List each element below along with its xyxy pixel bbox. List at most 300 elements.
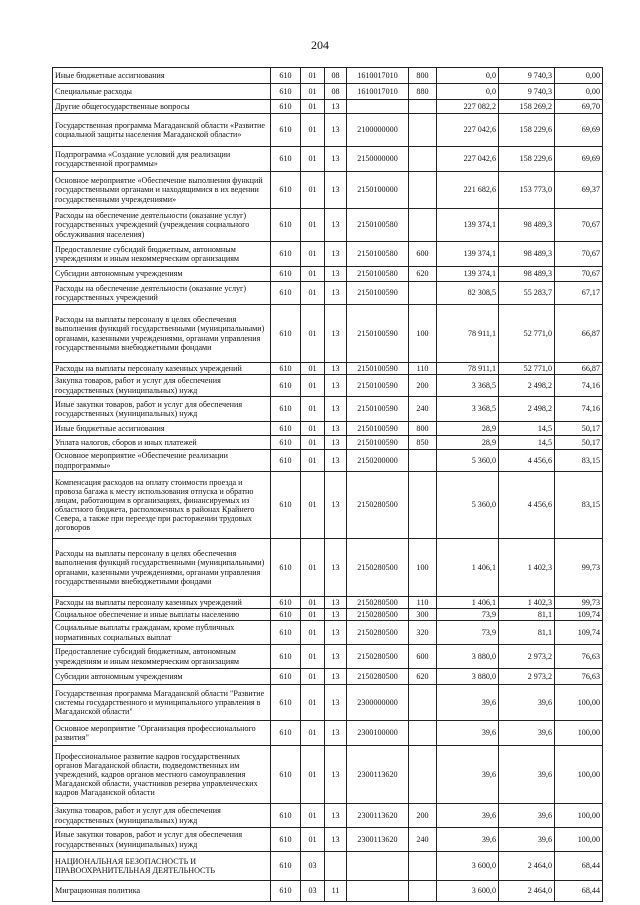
table-cell-exec: 9 740,3 [499,68,555,84]
table-cell-ved: 610 [271,114,301,147]
table-cell-pr [325,852,347,881]
table-cell-name: Социальные выплаты гражданам, кроме публичных нормативных социальных выплат [53,621,271,645]
table-cell-csr: 2150280500 [347,669,409,685]
table-row [53,100,603,114]
table-cell-pct: 68,44 [555,852,603,881]
table-cell-pct: 67,17 [555,282,603,305]
table-cell-plan: 28,9 [437,436,499,450]
table-cell-pct: 68,44 [555,881,603,902]
table-cell-plan: 227 042,6 [437,114,499,147]
table-cell-pr: 13 [325,100,347,114]
table-cell-csr: 2150280500 [347,645,409,669]
table-cell-exec: 39,6 [499,685,555,721]
table-cell-name: Основное мероприятие «Обеспечение реализации подпрограммы» [53,450,271,472]
table-cell-plan: 1 406,1 [437,597,499,609]
table-cell-name: Профессиональное развитие кадров государственных органов Магаданской области, подведомственных им учреждений, кадров органов местного самоуправления Магаданской области, участников резерва управленческих кадров Магаданской области [53,746,271,804]
table-cell-exec: 158 229,6 [499,147,555,172]
table-cell-pr: 13 [325,147,347,172]
table-cell-rz: 01 [301,721,325,746]
table-cell-ved: 610 [271,721,301,746]
table-cell-csr: 1610017010 [347,84,409,100]
table-cell-exec: 158 229,6 [499,114,555,147]
table-cell-pct: 76,63 [555,669,603,685]
table-cell-ved: 610 [271,267,301,282]
table-cell-vr: 110 [409,363,437,375]
table-cell-pct: 69,69 [555,114,603,147]
table-row [53,242,603,267]
table-cell-name: Субсидии автономным учреждениям [53,669,271,685]
table-cell-rz: 01 [301,100,325,114]
table-cell-csr: 2150100590 [347,397,409,422]
table-cell-pr: 13 [325,621,347,645]
table-cell-rz: 01 [301,375,325,397]
table-cell-vr [409,114,437,147]
table-row [53,363,603,375]
table-cell-name: Государственная программа Магаданской области «Развитие социальной защиты населения Магаданской области» [53,114,271,147]
table-cell-pr: 13 [325,721,347,746]
table-cell-name: Иные закупки товаров, работ и услуг для обеспечения государственных (муниципальных) нужд [53,828,271,852]
table-cell-name: Специальные расходы [53,84,271,100]
table-cell-csr: 2150200000 [347,450,409,472]
table-cell-rz: 01 [301,209,325,242]
table-cell-plan: 227 082,2 [437,100,499,114]
table-row [53,68,603,84]
table-cell-vr: 200 [409,804,437,828]
table-cell-ved: 610 [271,669,301,685]
table-row [53,669,603,685]
table-cell-ved: 610 [271,422,301,436]
table-cell-exec: 39,6 [499,746,555,804]
table-cell-plan: 39,6 [437,721,499,746]
table-cell-vr [409,282,437,305]
table-cell-vr: 800 [409,68,437,84]
table-cell-name: Расходы на обеспечение деятельности (оказание услуг) государственных учреждений [53,282,271,305]
table-cell-csr: 2150280500 [347,597,409,609]
table-cell-pr: 13 [325,305,347,363]
table-row [53,645,603,669]
table-cell-csr: 1610017010 [347,68,409,84]
table-cell-exec: 39,6 [499,721,555,746]
table-cell-pct: 109,74 [555,609,603,621]
table-cell-vr [409,147,437,172]
table-row [53,209,603,242]
table-cell-plan: 3 368,5 [437,397,499,422]
table-cell-plan: 0,0 [437,68,499,84]
table-cell-csr: 2150280500 [347,539,409,597]
table-cell-name: Расходы на выплаты персоналу в целях обеспечения выполнения функций государственными (муниципальными) органами, казенными учреждениями, органами управления государственными внебюджетными фондами [53,305,271,363]
table-cell-csr: 2150280500 [347,609,409,621]
table-cell-csr: 2150280500 [347,621,409,645]
table-cell-vr: 100 [409,539,437,597]
table-cell-name: Основное мероприятие «Обеспечение выполнения функций государственными органами и находящимися в их ведении государственными учреждениями» [53,172,271,209]
table-cell-pct: 74,16 [555,375,603,397]
table-cell-name: Расходы на выплаты персоналу в целях обеспечения выполнения функций государственными (муниципальными) органами, казенными учреждениями, органами управления государственными внебюджетными фондами [53,539,271,597]
table-cell-ved: 610 [271,84,301,100]
table-cell-plan: 39,6 [437,746,499,804]
table-cell-name: Подпрограмма «Создание условий для реализации государственной программы» [53,147,271,172]
table-cell-ved: 610 [271,804,301,828]
table-cell-vr [409,450,437,472]
table-cell-csr: 2150100000 [347,172,409,209]
table-cell-name: НАЦИОНАЛЬНАЯ БЕЗОПАСНОСТЬ И ПРАВООХРАНИТЕЛЬНАЯ ДЕЯТЕЛЬНОСТЬ [53,852,271,881]
table-cell-pr: 13 [325,685,347,721]
table-cell-vr: 880 [409,84,437,100]
table-cell-pr: 13 [325,267,347,282]
table-cell-ved: 610 [271,685,301,721]
table-cell-ved: 610 [271,172,301,209]
table-row [53,84,603,100]
table-cell-plan: 139 374,1 [437,242,499,267]
table-cell-pr: 13 [325,397,347,422]
table-cell-exec: 14,5 [499,436,555,450]
table-cell-exec: 4 456,6 [499,450,555,472]
table-cell-pr: 11 [325,881,347,902]
table-cell-csr: 2150100590 [347,305,409,363]
table-cell-rz: 01 [301,450,325,472]
table-cell-exec: 1 402,3 [499,539,555,597]
table-cell-plan: 139 374,1 [437,267,499,282]
table-cell-name: Уплата налогов, сборов и иных платежей [53,436,271,450]
table-row [53,621,603,645]
table-row [53,472,603,539]
table-cell-pct: 66,87 [555,305,603,363]
table-cell-ved: 610 [271,68,301,84]
table-cell-exec: 4 456,6 [499,472,555,539]
table-cell-vr: 320 [409,621,437,645]
table-cell-csr: 2150280500 [347,472,409,539]
table-row [53,539,603,597]
table-cell-pct: 100,00 [555,804,603,828]
table-cell-rz: 01 [301,685,325,721]
table-cell-pct: 99,73 [555,597,603,609]
table-cell-rz: 01 [301,147,325,172]
table-cell-vr [409,472,437,539]
table-cell-ved: 610 [271,472,301,539]
table-cell-csr: 2300100000 [347,721,409,746]
table-cell-name: Закупка товаров, работ и услуг для обеспечения государственных (муниципальных) нужд [53,375,271,397]
table-cell-rz: 01 [301,609,325,621]
table-cell-pr: 13 [325,539,347,597]
table-cell-pr: 13 [325,597,347,609]
table-cell-pr: 13 [325,609,347,621]
table-row [53,746,603,804]
table-cell-pr: 13 [325,450,347,472]
table-cell-rz: 01 [301,242,325,267]
table-cell-plan: 3 368,5 [437,375,499,397]
table-cell-vr [409,852,437,881]
table-cell-pct: 69,37 [555,172,603,209]
table-cell-pr: 13 [325,669,347,685]
table-row [53,305,603,363]
table-cell-exec: 2 498,2 [499,375,555,397]
table-cell-ved: 610 [271,305,301,363]
table-cell-pr: 13 [325,804,347,828]
table-cell-csr: 2150100580 [347,242,409,267]
table-cell-vr: 100 [409,305,437,363]
table-cell-pr: 13 [325,282,347,305]
table-cell-vr: 300 [409,609,437,621]
table-cell-pct: 99,73 [555,539,603,597]
table-cell-pr: 13 [325,436,347,450]
table-row [53,881,603,902]
page-number: 204 [311,38,329,52]
table-row [53,282,603,305]
table-cell-ved: 610 [271,621,301,645]
table-row [53,597,603,609]
table-cell-rz: 01 [301,472,325,539]
table-cell-csr: 2150100590 [347,363,409,375]
table-cell-pct: 69,69 [555,147,603,172]
table-cell-vr: 620 [409,669,437,685]
table-row [53,147,603,172]
table-cell-csr: 2150100590 [347,422,409,436]
table-cell-plan: 0,0 [437,84,499,100]
table-cell-rz: 01 [301,282,325,305]
table-cell-pr: 13 [325,363,347,375]
table-cell-pct: 50,17 [555,436,603,450]
table-cell-exec: 52 771,0 [499,363,555,375]
table-cell-rz: 01 [301,436,325,450]
table-cell-ved: 610 [271,147,301,172]
table-cell-csr: 2300113620 [347,828,409,852]
table-cell-exec: 14,5 [499,422,555,436]
table-cell-pct: 50,17 [555,422,603,436]
table-cell-plan: 73,9 [437,609,499,621]
table-cell-vr: 240 [409,828,437,852]
table-cell-exec: 2 464,0 [499,881,555,902]
table-cell-pct: 100,00 [555,828,603,852]
table-cell-plan: 5 360,0 [437,450,499,472]
table-row [53,828,603,852]
table-cell-rz: 01 [301,828,325,852]
table-cell-name: Миграционная политика [53,881,271,902]
table-cell-vr: 240 [409,397,437,422]
table-cell-pr: 13 [325,172,347,209]
table-cell-rz: 01 [301,645,325,669]
table-cell-vr: 620 [409,267,437,282]
table-cell-vr: 110 [409,597,437,609]
table-cell-csr: 2150100580 [347,209,409,242]
table-cell-csr: 2150100590 [347,436,409,450]
table-cell-plan: 39,6 [437,828,499,852]
table-cell-csr: 2150100590 [347,282,409,305]
table-cell-csr: 2150100580 [347,267,409,282]
table-row [53,609,603,621]
table-row [53,450,603,472]
table-cell-vr: 800 [409,422,437,436]
table-cell-name: Субсидии автономным учреждениям [53,267,271,282]
table-cell-csr: 2300113620 [347,804,409,828]
table-cell-name: Другие общегосударственные вопросы [53,100,271,114]
table-cell-pr: 13 [325,209,347,242]
table-cell-vr [409,100,437,114]
table-cell-exec: 39,6 [499,828,555,852]
table-cell-ved: 610 [271,436,301,450]
table-cell-pct: 74,16 [555,397,603,422]
table-cell-plan: 78 911,1 [437,305,499,363]
table-cell-plan: 73,9 [437,621,499,645]
table-cell-pct: 70,67 [555,242,603,267]
table-cell-ved: 610 [271,397,301,422]
table-row [53,267,603,282]
table-cell-pr: 13 [325,242,347,267]
table-cell-plan: 139 374,1 [437,209,499,242]
table-cell-vr: 600 [409,645,437,669]
table-cell-ved: 610 [271,100,301,114]
table-cell-ved: 610 [271,209,301,242]
table-cell-plan: 3 880,0 [437,669,499,685]
table-cell-rz: 01 [301,305,325,363]
table-cell-ved: 610 [271,828,301,852]
table-cell-ved: 610 [271,450,301,472]
table-cell-vr: 850 [409,436,437,450]
table-cell-pr: 13 [325,828,347,852]
table-cell-rz: 01 [301,84,325,100]
table-cell-pct: 0,00 [555,68,603,84]
table-cell-name: Иные бюджетные ассигнования [53,422,271,436]
table-cell-name: Социальное обеспечение и иные выплаты населению [53,609,271,621]
table-cell-exec: 98 489,3 [499,267,555,282]
table-cell-plan: 221 682,6 [437,172,499,209]
table-cell-exec: 153 773,0 [499,172,555,209]
table-cell-exec: 2 498,2 [499,397,555,422]
table-row [53,397,603,422]
table-cell-vr [409,209,437,242]
table-cell-csr: 2300113620 [347,746,409,804]
table-row [53,375,603,397]
table-cell-exec: 158 269,2 [499,100,555,114]
table-cell-name: Расходы на выплаты персоналу казенных учреждений [53,597,271,609]
table-cell-rz: 01 [301,68,325,84]
table-cell-pct: 100,00 [555,685,603,721]
table-cell-csr [347,881,409,902]
table-cell-pr: 13 [325,746,347,804]
table-cell-exec: 52 771,0 [499,305,555,363]
table-row [53,685,603,721]
table-row [53,721,603,746]
table-cell-csr [347,100,409,114]
table-cell-rz: 01 [301,422,325,436]
table-cell-pct: 109,74 [555,621,603,645]
table-cell-name: Расходы на обеспечение деятельности (оказание услуг) государственных учреждений (учреждения социального обслуживания населения) [53,209,271,242]
table-cell-ved: 610 [271,375,301,397]
table-cell-name: Расходы на выплаты персоналу казенных учреждений [53,363,271,375]
table-cell-csr [347,852,409,881]
table-cell-vr [409,172,437,209]
table-cell-ved: 610 [271,645,301,669]
table-cell-plan: 227 042,6 [437,147,499,172]
table-cell-pct: 0,00 [555,84,603,100]
table-cell-pr: 13 [325,645,347,669]
table-cell-pr: 13 [325,375,347,397]
table-cell-ved: 610 [271,852,301,881]
table-cell-exec: 81,1 [499,621,555,645]
table-cell-plan: 1 406,1 [437,539,499,597]
table-cell-plan: 3 600,0 [437,881,499,902]
table-cell-pct: 100,00 [555,746,603,804]
table-cell-name: Компенсация расходов на оплату стоимости проезда и провоза багажа к месту использования отпуска и обратно лицам, работающим в организациях, финансируемых из областного бюджета, расположенных в районах Крайнего Севера, а также при переезде при расторжении трудовых договоров [53,472,271,539]
table-cell-pct: 76,63 [555,645,603,669]
table-cell-ved: 610 [271,881,301,902]
table-row [53,114,603,147]
table-cell-vr [409,881,437,902]
table-cell-csr: 2150000000 [347,147,409,172]
table-cell-name: Основное мероприятие "Организация профессионального развития" [53,721,271,746]
table-cell-plan: 82 308,5 [437,282,499,305]
table-body [53,68,603,902]
table-cell-pct: 69,70 [555,100,603,114]
table-row [53,422,603,436]
table-cell-csr: 2150100590 [347,375,409,397]
table-cell-rz: 01 [301,267,325,282]
table-cell-plan: 28,9 [437,422,499,436]
table-cell-plan: 5 360,0 [437,472,499,539]
table-cell-plan: 78 911,1 [437,363,499,375]
table-cell-pr: 13 [325,422,347,436]
table-row [53,852,603,881]
table-cell-ved: 610 [271,609,301,621]
table-cell-csr: 2100000000 [347,114,409,147]
table-cell-plan: 3 880,0 [437,645,499,669]
table-cell-ved: 610 [271,363,301,375]
table-cell-pr: 08 [325,68,347,84]
table-cell-rz: 01 [301,804,325,828]
table-cell-pct: 83,15 [555,472,603,539]
table-cell-exec: 39,6 [499,804,555,828]
table-cell-name: Предоставление субсидий бюджетным, автономным учреждениям и иным некоммерческим организациям [53,645,271,669]
table-cell-rz: 01 [301,114,325,147]
table-cell-vr [409,721,437,746]
table-cell-rz: 01 [301,397,325,422]
table-cell-pct: 66,87 [555,363,603,375]
table-cell-exec: 98 489,3 [499,209,555,242]
table-cell-exec: 2 464,0 [499,852,555,881]
table-cell-exec: 98 489,3 [499,242,555,267]
table-cell-vr [409,685,437,721]
table-cell-plan: 39,6 [437,804,499,828]
table-row [53,436,603,450]
table-row [53,172,603,209]
budget-table [52,67,603,902]
table-cell-plan: 3 600,0 [437,852,499,881]
table-cell-vr: 600 [409,242,437,267]
table-cell-csr: 2300000000 [347,685,409,721]
table-cell-vr: 200 [409,375,437,397]
table-cell-ved: 610 [271,746,301,804]
table-cell-ved: 610 [271,539,301,597]
table-cell-name: Государственная программа Магаданской области "Развитие системы государственного и муниципального управления в Магаданской области" [53,685,271,721]
table-cell-rz: 01 [301,746,325,804]
table-row [53,804,603,828]
table-cell-pct: 70,67 [555,267,603,282]
table-cell-rz: 01 [301,669,325,685]
table-cell-pr: 13 [325,114,347,147]
table-cell-ved: 610 [271,242,301,267]
table-cell-name: Иные закупки товаров, работ и услуг для обеспечения государственных (муниципальных) нужд [53,397,271,422]
table-cell-name: Иные бюджетные ассигнования [53,68,271,84]
table-cell-vr [409,746,437,804]
table-cell-ved: 610 [271,597,301,609]
table-cell-rz: 01 [301,621,325,645]
table-cell-pct: 70,67 [555,209,603,242]
table-cell-exec: 81,1 [499,609,555,621]
table-cell-rz: 03 [301,881,325,902]
table-cell-pr: 13 [325,472,347,539]
table-cell-exec: 1 402,3 [499,597,555,609]
table-cell-pr: 08 [325,84,347,100]
table-cell-pct: 83,15 [555,450,603,472]
table-cell-exec: 9 740,3 [499,84,555,100]
